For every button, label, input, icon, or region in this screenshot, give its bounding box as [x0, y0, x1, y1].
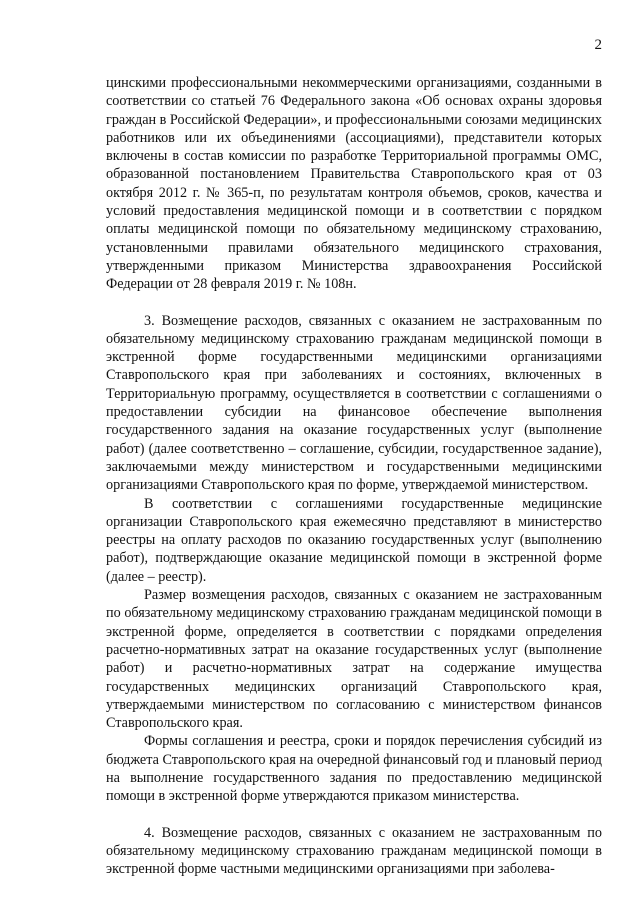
paragraph-reimbursement-amount: Размер возмещения расходов, связанных с оказанием не застрахованным по обязательному медицинскому страхованию гражданам медицинской помощи в экстренной форме, определяется в соответствии с порядками определения расчетно-нормативных затрат на оказание государственных услуг (выполнение работ) и расчетно-нормативных затрат на содержание имущества государственных медицинских организаций Ставропольского края, утверждаемыми министерством по согласованию с министерством финансов Ставропольского края.: [106, 587, 602, 732]
paragraph-item-4: 4. Возмещение расходов, связанных с оказанием не застрахованным по обязательному медицинскому страхованию гражданам медицинской помощи в экстренной форме частными медицинскими организациями при заболева-: [106, 824, 602, 878]
paragraph-item-3: 3. Возмещение расходов, связанных с оказанием не застрахованным по обязательному медицинскому страхованию гражданам медицинской помощи в экстренной форме государственными медицинскими организациями Ставропольского края при заболеваниях и состояниях, включенных в Территориальную программу, осуществляется в соответствии с соглашениями о предоставлении субсидии на финансовое обеспечение выполнения государственного задания на оказание государственных услуг (выполнение работ) (далее соответственно – соглашение, субсидии, государственное задание), заключаемыми между министерством и государственными медицинскими организациями Ставропольского края по форме, утверждаемой министерством.: [106, 312, 602, 494]
page-number: 2: [594, 37, 602, 53]
paragraph-gap: [106, 806, 602, 824]
paragraph-forms: Формы соглашения и реестра, сроки и порядок перечисления субсидий из бюджета Ставропольского края на очередной финансовый год и плановый период на выполнение государственного задания по предоставлению медицинской помощи в экстренной форме утверждаются приказом министерства.: [106, 733, 602, 805]
document-body: [106, 74, 602, 878]
paragraph-continuation: цинскими профессиональными некоммерческими организациями, созданными в соответствии со статьей 76 Федерального закона «Об основах охраны здоровья граждан в Российской Федерации», и профессиональными союзами медицинских работников или их объединениями (ассоциациями), представители которых включены в состав комиссии по разработке Территориальной программы ОМС, образованной постановлением Правительства Ставропольского края от 03 октября 2012 г. № 365-п, по результатам контроля объемов, сроков, качества и условий предоставления медицинской помощи и в соответствии с порядком оплаты медицинской помощи по обязательному медицинскому страхованию, установленными правилами обязательного медицинского страхования, утвержденными приказом Министерства здравоохранения Российской Федерации от 28 февраля 2019 г. № 108н.: [106, 75, 602, 293]
paragraph-registry: В соответствии с соглашениями государственные медицинские организации Ставропольского края ежемесячно представляют в министерство реестры на оплату расходов по оказанию государственных услуг (выполнению работ), подтверждающие оказание медицинской помощи в экстренной форме (далее – реестр).: [106, 495, 602, 585]
paragraph-gap: [106, 294, 602, 312]
